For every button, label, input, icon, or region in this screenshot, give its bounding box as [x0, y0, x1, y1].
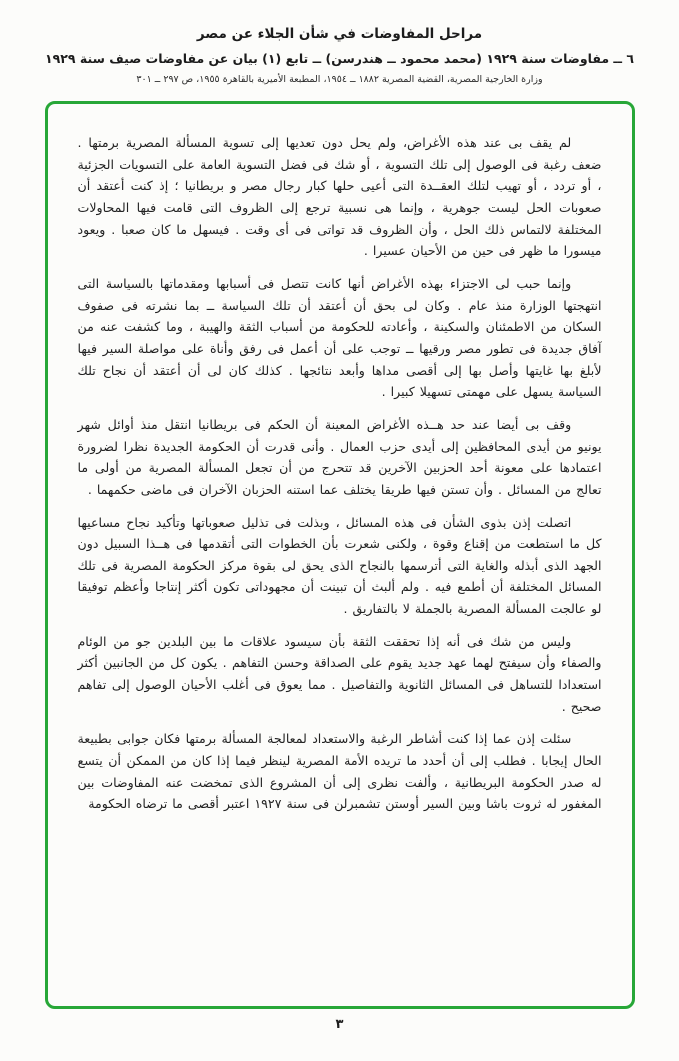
- paragraph: لم يقف بى عند هذه الأغراض، ولم يحل دون تعديها إلى تسوية المسألة المصرية برمتها . ضعف رغبة فى الوصول إلى تلك التسوية ، أو شك فى فضل التسوية العامة على التسويات الجزئية ، أو تردد ، أو تهيب لتلك العقــدة التى أعيى حلها كبار رجال مصر و بريطانيا ؛ إذ كنت أعتقد أن صعوبات الحل ليست جوهرية ، وإنما هى نسبية ترجع إلى الظروف التى قامت فيها المحاولات المختلفة لالتماس ذلك الحل ، وأن الظروف قد تواتى فى أى وقت . فيسهل ما كان صعبا . ويعود ميسورا ما ظهر فى حين من الأحيان عسيرا .: [77, 135, 602, 259]
- paragraph: وليس من شك فى أنه إذا تحققت الثقة بأن سيسود علاقات ما بين البلدين جو من الوئام والصفاء وأن سيفتح لهما عهد جديد يقوم على الصداقة وحسن التفاهم . يكون كل من الجانبين أكثر استعدادا للتساهل فى المسائل الثانوية والتفاصيل . مما يعوق فى أغلب الأحيان الوصول إلى تفاهم صحيح .: [77, 633, 602, 714]
- page-footer: [0, 1017, 679, 1032]
- page-number: ٣: [335, 1017, 344, 1032]
- paragraph: سئلت إذن عما إذا كنت أشاطر الرغبة والاستعداد لمعالجة المسألة برمتها فكان جوابى بطبيعة الحال إيجابا . فطلب إلى أن أحدد ما تريده الأمة المصرية لينظر فيما إذا كان من الممكن أن يتسع له صدر الحكومة البريطانية ، وألفت نظرى إلى أن المشروع الذى تمخضت عنه المفاوضات بين المغفور له ثروت باشا وبين السير أوستن تشمبرلن فى سنة ١٩٢٧ اعتبر أقصى ما ترضاه الحكومة: [77, 731, 602, 812]
- page-subtitle: ٦ ــ مفاوضات سنة ١٩٢٩ (محمد محمود ــ هندرسن) ــ تابع (١) بيان عن مفاوضات صيف سنة ١٩٢٩: [45, 51, 634, 66]
- paragraph: وقف بى أيضا عند حد هــذه الأغراض المعينة أن الحكم فى بريطانيا انتقل منذ أوائل شهر يونيو من أيدى المحافظين إلى أيدى حزب العمال . وأنى قدرت أن الحكومة الجديدة نظرا لضرورة اعتمادها على معونة أحد الحزبين الآخرين قد تتحرج من أن تجعل المسألة المصرية من أولى ما تعالج من المسائل . وأن تستن فيها طريقا يختلف عما استنه الحزبان الآخران فى ماضى حكمهما .: [77, 416, 602, 497]
- paragraph: وإنما حبب لى الاجتزاء بهذه الأغراض أنها كانت تتصل فى أسبابها ومقدماتها بالسياسة التى انتهجتها الوزارة منذ عام . وكان لى بحق أن أعتقد أن تلك السياسة ــ بما نشرته فى صفوف السكان من الاطمئنان والسكينة ، وأعادته للحكومة من أسباب الثقة والهيبة ، وما كشفت عنه من آفاق جديدة فى تطور مصر ورقيها ــ توجب على أن أعمل فى رفق وأناة على مواصلة السير فيها لأبلغ بها غايتها وأصل بها إلى أقصى مداها وأبعد نتائجها . كذلك كان لى أن أعتقد أن نجاح تلك السياسة يسهل على مهمتى تسهيلا كبيرا .: [77, 275, 602, 400]
- page-title: مراحل المفاوضات في شأن الجلاء عن مصر: [196, 26, 483, 42]
- paragraph: اتصلت إذن بذوى الشأن فى هذه المسائل ، وبذلت فى تذليل صعوباتها وتأكيد نجاح مساعيها كل ما استطعت من إقناع وقوة ، ولكنى شعرت بأن الخطوات التى أتقدمها فى هــذا السبيل دون الجهد الذى أبذله والغاية التى أترسمها بالنجاح الذى يحق لى بقوة مركز الحكومة المصرية فى تلك المسائل المختلفة أن أطمع فيه . ولم ألبث أن تبينت أن مجهوداتى تكون أكثر إنتاجا وأعظم توفيقا لو عالجت المسألة المصرية بالجملة لا بالتفاريق .: [77, 514, 602, 617]
- highlighted-text-box: [45, 101, 635, 1009]
- source-citation: وزارة الخارجية المصرية، القضية المصرية ١٨٨٢ ــ ١٩٥٤، المطبعة الأميرية بالقاهرة ١٩٥٥، ص ٢٩٧ ــ ٣٠١: [136, 74, 543, 85]
- page-header: [0, 0, 679, 85]
